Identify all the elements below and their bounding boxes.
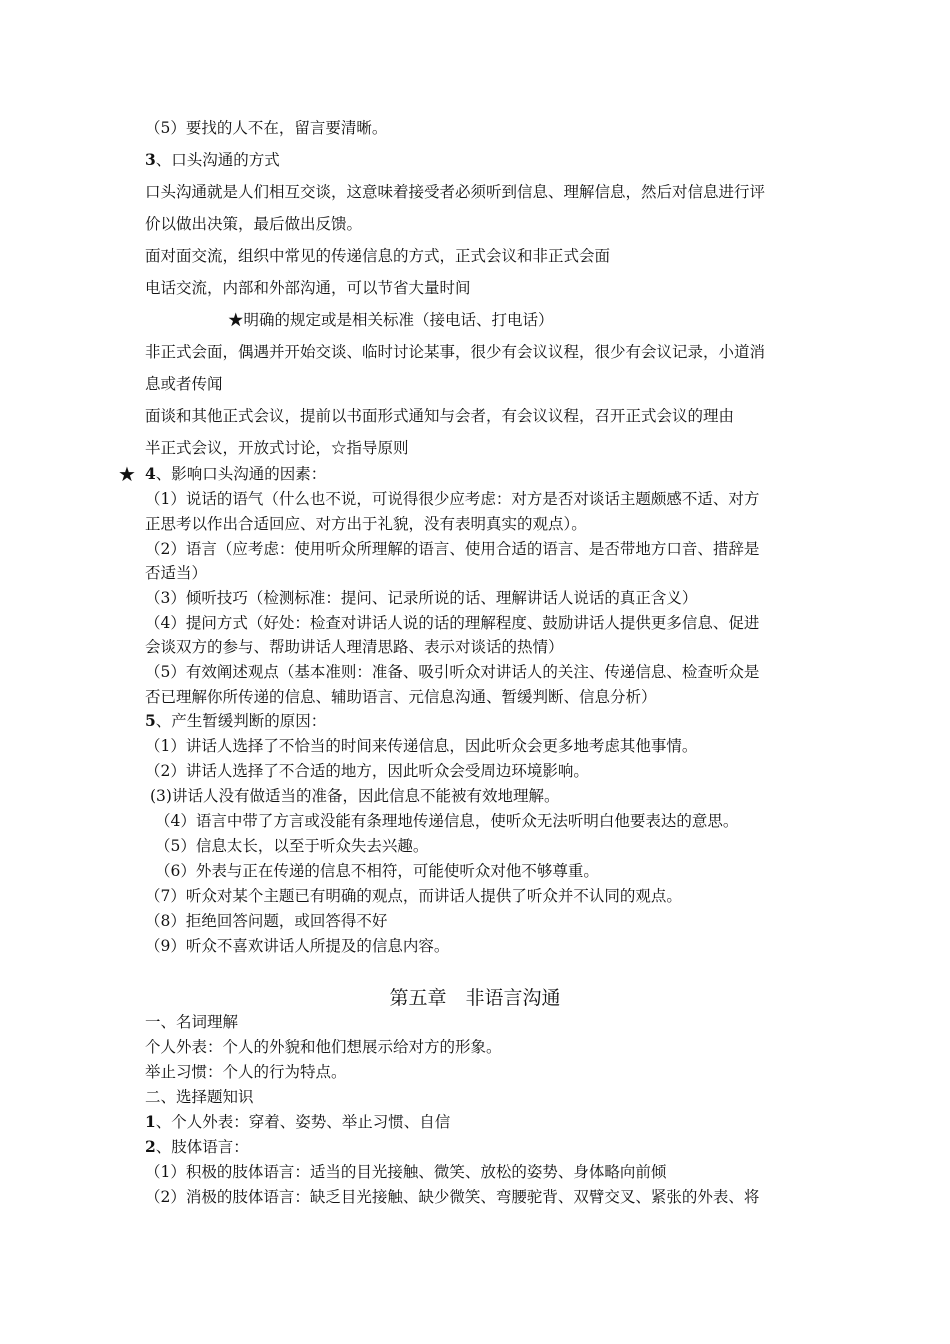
point-number: 2 bbox=[145, 1137, 156, 1156]
paragraph: （5）要找的人不在，留言要清晰。 bbox=[145, 119, 388, 137]
section-heading: 二、选择题知识 bbox=[145, 1088, 254, 1106]
heading-3 bbox=[145, 150, 815, 170]
point bbox=[145, 1112, 815, 1132]
paragraph: 非正式会面，偶遇并开始交谈、临时讨论某事，很少有会议议程，很少有会议记录，小道消 bbox=[145, 343, 766, 361]
section-heading: 一、名词理解 bbox=[145, 1013, 239, 1031]
list-item: （3）倾听技巧（检测标准：提问、记录所说的话、理解讲话人说话的真正含义） bbox=[145, 589, 698, 607]
list-item: （2）语言（应考虑：使用听众所理解的语言、使用合适的语言、是否带地方口音、措辞是 bbox=[145, 540, 760, 558]
list-item-cont: 正思考以作出合适回应、对方出于礼貌，没有表明真实的观点）。 bbox=[145, 515, 587, 533]
paragraph-starred: ★明确的规定或是相关标准（接电话、打电话） bbox=[228, 311, 554, 329]
heading-text: 、口头沟通的方式 bbox=[155, 151, 280, 169]
chapter-title: 第五章 非语言沟通 bbox=[389, 987, 561, 1009]
paragraph: 息或者传闻 bbox=[145, 375, 223, 393]
heading-4 bbox=[145, 464, 815, 484]
point bbox=[145, 1137, 815, 1157]
list-item: （9）听众不喜欢讲话人所提及的信息内容。 bbox=[145, 937, 450, 955]
list-item: （2）消极的肢体语言：缺乏目光接触、缺少微笑、弯腰驼背、双臂交叉、紧张的外表、将 bbox=[145, 1188, 760, 1206]
point-text: 、肢体语言： bbox=[155, 1138, 249, 1156]
paragraph: 半正式会议，开放式讨论，☆指导原则 bbox=[145, 439, 409, 457]
list-item: （1）讲话人选择了不恰当的时间来传递信息，因此听众会更多地考虑其他事情。 bbox=[145, 737, 698, 755]
list-item: （8）拒绝回答问题，或回答得不好 bbox=[145, 912, 388, 930]
paragraph: 电话交流，内部和外部沟通，可以节省大量时间 bbox=[145, 279, 471, 297]
list-item: （1）说话的语气（什么也不说，可说得很少应考虑：对方是否对谈话主题颇感不适、对方 bbox=[145, 490, 760, 508]
paragraph: 价以做出决策，最后做出反馈。 bbox=[145, 215, 363, 233]
list-item-cont: 否已理解你所传递的信息、辅助语言、元信息沟通、暂缓判断、信息分析） bbox=[145, 688, 657, 706]
list-item-cont: 会谈双方的参与、帮助讲话人理清思路、表示对谈话的热情） bbox=[145, 638, 564, 656]
heading-text: 、影响口头沟通的因素： bbox=[155, 465, 327, 483]
list-item: （5）信息太长，以至于听众失去兴趣。 bbox=[155, 837, 429, 855]
heading-number: 3 bbox=[145, 150, 156, 169]
list-item: （5）有效阐述观点（基本准则：准备、吸引听众对讲话人的关注、传递信息、检查听众是 bbox=[145, 663, 760, 681]
heading-number: 4 bbox=[145, 464, 156, 483]
list-item: （4）语言中带了方言或没能有条理地传递信息，使听众无法听明白他要表达的意思。 bbox=[155, 812, 739, 830]
list-item: (3)讲话人没有做适当的准备，因此信息不能被有效地理解。 bbox=[150, 787, 560, 805]
list-item: （7）听众对某个主题已有明确的观点，而讲话人提供了听众并不认同的观点。 bbox=[145, 887, 682, 905]
list-item: （4）提问方式（好处：检查对讲话人说的话的理解程度、鼓励讲话人提供更多信息、促进 bbox=[145, 614, 760, 632]
list-item: （2）讲话人选择了不合适的地方，因此听众会受周边环境影响。 bbox=[145, 762, 589, 780]
list-item: （1）积极的肢体语言：适当的目光接触、微笑、放松的姿势、身体略向前倾 bbox=[145, 1163, 667, 1181]
point-number: 1 bbox=[145, 1112, 156, 1131]
list-item: （6）外表与正在传递的信息不相符，可能使听众对他不够尊重。 bbox=[155, 862, 599, 880]
definition: 个人外表：个人的外貌和他们想展示给对方的形象。 bbox=[145, 1038, 502, 1056]
paragraph: 面谈和其他正式会议，提前以书面形式通知与会者，有会议议程，召开正式会议的理由 bbox=[145, 407, 735, 425]
paragraph: 口头沟通就是人们相互交谈，这意味着接受者必须听到信息、理解信息，然后对信息进行评 bbox=[145, 183, 766, 201]
paragraph: 面对面交流，组织中常见的传递信息的方式，正式会议和非正式会面 bbox=[145, 247, 611, 265]
list-item-cont: 否适当） bbox=[145, 564, 208, 582]
heading-number: 5 bbox=[145, 711, 156, 730]
star-icon: ★ bbox=[118, 462, 136, 486]
heading-text: 、产生暂缓判断的原因： bbox=[155, 712, 327, 730]
definition: 举止习惯：个人的行为特点。 bbox=[145, 1063, 347, 1081]
heading-5 bbox=[145, 711, 815, 731]
point-text: 、个人外表：穿着、姿势、举止习惯、自信 bbox=[155, 1113, 451, 1131]
